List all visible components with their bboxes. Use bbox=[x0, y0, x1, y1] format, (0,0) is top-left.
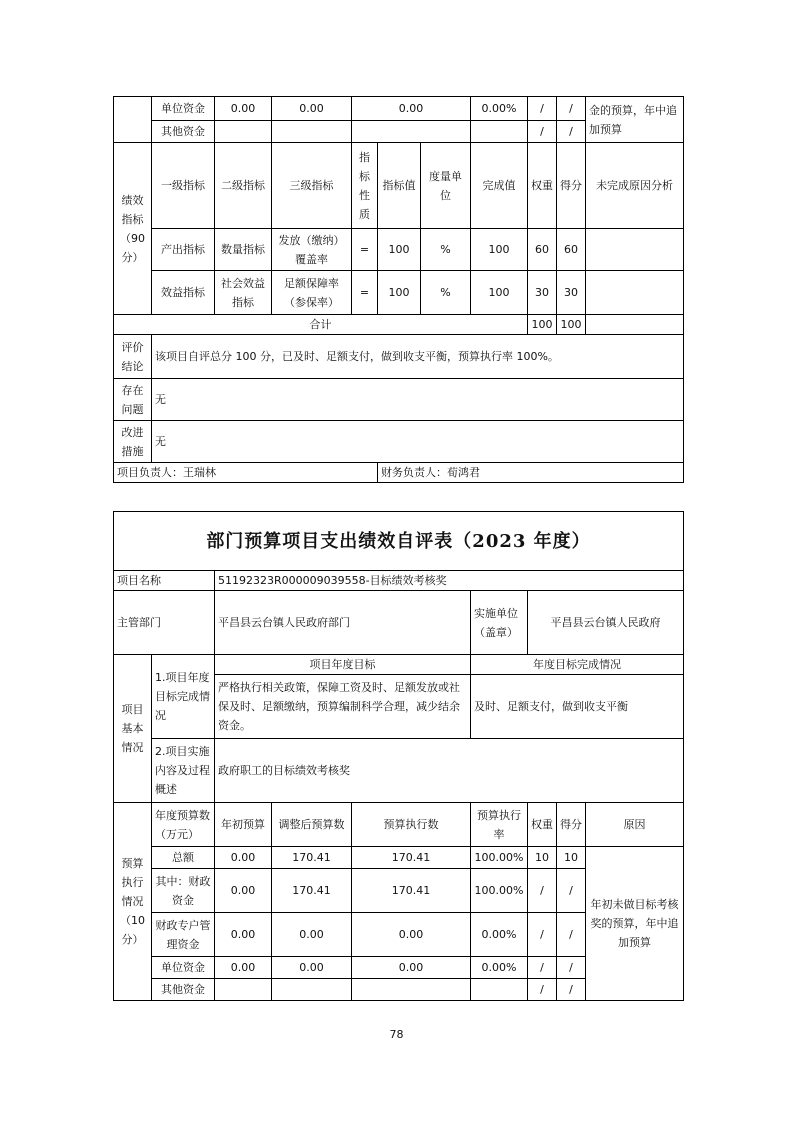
cell: 0.00 bbox=[215, 913, 272, 957]
cell: 发放（缴纳）覆盖率 bbox=[272, 229, 352, 271]
impl-label: 实施单位（盖章） bbox=[471, 591, 528, 655]
cell: 其中：财政资金 bbox=[152, 869, 215, 913]
perf-label: 绩效指标（90分） bbox=[114, 143, 152, 315]
cell: 其他资金 bbox=[152, 121, 215, 143]
cell: 170.41 bbox=[272, 847, 352, 869]
header-cell: 调整后预算数 bbox=[272, 803, 352, 847]
cell bbox=[471, 121, 528, 143]
total-score: 100 bbox=[557, 315, 586, 335]
cell: 0.00 bbox=[215, 957, 272, 979]
cell: 单位资金 bbox=[152, 97, 215, 121]
cell: 0.00 bbox=[215, 869, 272, 913]
impl-value: 平昌县云台镇人民政府 bbox=[528, 591, 684, 655]
cell: / bbox=[557, 913, 586, 957]
cell: 数量指标 bbox=[215, 229, 272, 271]
cell: / bbox=[528, 869, 557, 913]
goal-done-text: 及时、足额支付，做到收支平衡 bbox=[471, 675, 684, 739]
cell: 0.00% bbox=[471, 913, 528, 957]
header-cell: 原因 bbox=[586, 803, 684, 847]
cell: 足额保障率（参保率） bbox=[272, 271, 352, 315]
cell: 0.00 bbox=[272, 913, 352, 957]
goal-header: 项目年度目标 bbox=[215, 655, 471, 675]
issues-text: 无 bbox=[152, 379, 684, 421]
cell: 0.00 bbox=[352, 97, 471, 121]
cell: 0.00 bbox=[272, 957, 352, 979]
cell: 总额 bbox=[152, 847, 215, 869]
header-cell: 未完成原因分析 bbox=[586, 143, 684, 229]
cell: 170.41 bbox=[352, 847, 471, 869]
cell: / bbox=[528, 121, 557, 143]
cell: 0.00 bbox=[352, 913, 471, 957]
header-cell: 二级指标 bbox=[215, 143, 272, 229]
header-cell: 度量单位 bbox=[421, 143, 471, 229]
header-cell: 指标性质 bbox=[352, 143, 378, 229]
cell: 30 bbox=[528, 271, 557, 315]
header-cell: 得分 bbox=[557, 143, 586, 229]
cell: 0.00 bbox=[352, 957, 471, 979]
cell: = bbox=[352, 271, 378, 315]
cell: 0.00% bbox=[471, 957, 528, 979]
page-number: 78 bbox=[389, 1028, 404, 1041]
header-cell: 年度预算数（万元） bbox=[152, 803, 215, 847]
cell: 100 bbox=[471, 229, 528, 271]
cell: / bbox=[528, 957, 557, 979]
cell bbox=[352, 979, 471, 1001]
header-cell: 完成值 bbox=[471, 143, 528, 229]
header-cell: 指标值 bbox=[378, 143, 421, 229]
cell: 10 bbox=[528, 847, 557, 869]
table-title: 部门预算项目支出绩效自评表（2023 年度） bbox=[114, 512, 684, 571]
cell: 效益指标 bbox=[152, 271, 215, 315]
cell: / bbox=[528, 97, 557, 121]
performance-table-continued bbox=[113, 96, 684, 483]
cell bbox=[272, 121, 352, 143]
cell: / bbox=[557, 957, 586, 979]
header-cell: 预算执行率 bbox=[471, 803, 528, 847]
cell: 100.00% bbox=[471, 869, 528, 913]
cell: 社会效益指标 bbox=[215, 271, 272, 315]
basic-label: 项目基本情况 bbox=[114, 655, 152, 803]
cell: % bbox=[421, 271, 471, 315]
cell: = bbox=[352, 229, 378, 271]
cell: / bbox=[557, 121, 586, 143]
issues-label: 存在问题 bbox=[114, 379, 152, 421]
finance-owner: 财务负责人：荀鸿君 bbox=[378, 463, 684, 483]
cell: 单位资金 bbox=[152, 957, 215, 979]
project-owner: 项目负责人：王瑞林 bbox=[114, 463, 378, 483]
cell bbox=[352, 121, 471, 143]
total-label: 合计 bbox=[114, 315, 528, 335]
header-cell: 得分 bbox=[557, 803, 586, 847]
cell bbox=[586, 271, 684, 315]
header-cell: 年初预算 bbox=[215, 803, 272, 847]
impl-content-label: 2.项目实施内容及过程概述 bbox=[152, 739, 215, 803]
blank-cell bbox=[114, 97, 152, 143]
cell: 30 bbox=[557, 271, 586, 315]
improve-label: 改进措施 bbox=[114, 421, 152, 463]
cell: 100.00% bbox=[471, 847, 528, 869]
cell: 0.00 bbox=[215, 97, 272, 121]
cell: 10 bbox=[557, 847, 586, 869]
cell: 产出指标 bbox=[152, 229, 215, 271]
cell: 0.00 bbox=[272, 97, 352, 121]
cell: 其他资金 bbox=[152, 979, 215, 1001]
blank-cell bbox=[586, 315, 684, 335]
conclusion-label: 评价结论 bbox=[114, 335, 152, 379]
name-label: 项目名称 bbox=[114, 571, 215, 591]
cell bbox=[215, 121, 272, 143]
header-cell: 一级指标 bbox=[152, 143, 215, 229]
cell: 财政专户管理资金 bbox=[152, 913, 215, 957]
cell: 60 bbox=[528, 229, 557, 271]
header-cell: 预算执行数 bbox=[352, 803, 471, 847]
cell: / bbox=[557, 97, 586, 121]
cell bbox=[215, 979, 272, 1001]
cell: / bbox=[528, 979, 557, 1001]
cell: 100 bbox=[378, 229, 421, 271]
cell bbox=[586, 229, 684, 271]
cell: 170.41 bbox=[352, 869, 471, 913]
cell: 60 bbox=[557, 229, 586, 271]
header-cell: 三级指标 bbox=[272, 143, 352, 229]
impl-content-text: 政府职工的目标绩效考核奖 bbox=[215, 739, 684, 803]
conclusion-text: 该项目自评总分 100 分，已及时、足额支付，做到收支平衡，预算执行率 100%。 bbox=[152, 335, 684, 379]
reason-cell: 金的预算，年中追加预算 bbox=[586, 97, 684, 143]
cell: % bbox=[421, 229, 471, 271]
header-cell: 权重 bbox=[528, 143, 557, 229]
budget-label: 预算执行情况（10分） bbox=[114, 803, 152, 1001]
cell: / bbox=[528, 913, 557, 957]
reason-cell: 年初未做目标考核奖的预算，年中追加预算 bbox=[586, 847, 684, 1001]
cell: 170.41 bbox=[272, 869, 352, 913]
header-cell: 权重 bbox=[528, 803, 557, 847]
goal-text: 严格执行相关政策，保障工资及时、足额发放或社保及时、足额缴纳，预算编制科学合理，减少结余资金。 bbox=[215, 675, 471, 739]
dept-value: 平昌县云台镇人民政府部门 bbox=[215, 591, 471, 655]
goal-done-header: 年度目标完成情况 bbox=[471, 655, 684, 675]
performance-self-eval-table bbox=[113, 511, 684, 1001]
cell: 0.00% bbox=[471, 97, 528, 121]
improve-text: 无 bbox=[152, 421, 684, 463]
cell: 0.00 bbox=[215, 847, 272, 869]
cell: 100 bbox=[378, 271, 421, 315]
cell: 100 bbox=[471, 271, 528, 315]
total-weight: 100 bbox=[528, 315, 557, 335]
cell: / bbox=[557, 979, 586, 1001]
cell bbox=[272, 979, 352, 1001]
dept-label: 主管部门 bbox=[114, 591, 215, 655]
name-value: 51192323R000009039558-目标绩效考核奖 bbox=[215, 571, 684, 591]
goal-label: 1.项目年度目标完成情况 bbox=[152, 655, 215, 739]
cell bbox=[471, 979, 528, 1001]
cell: / bbox=[557, 869, 586, 913]
